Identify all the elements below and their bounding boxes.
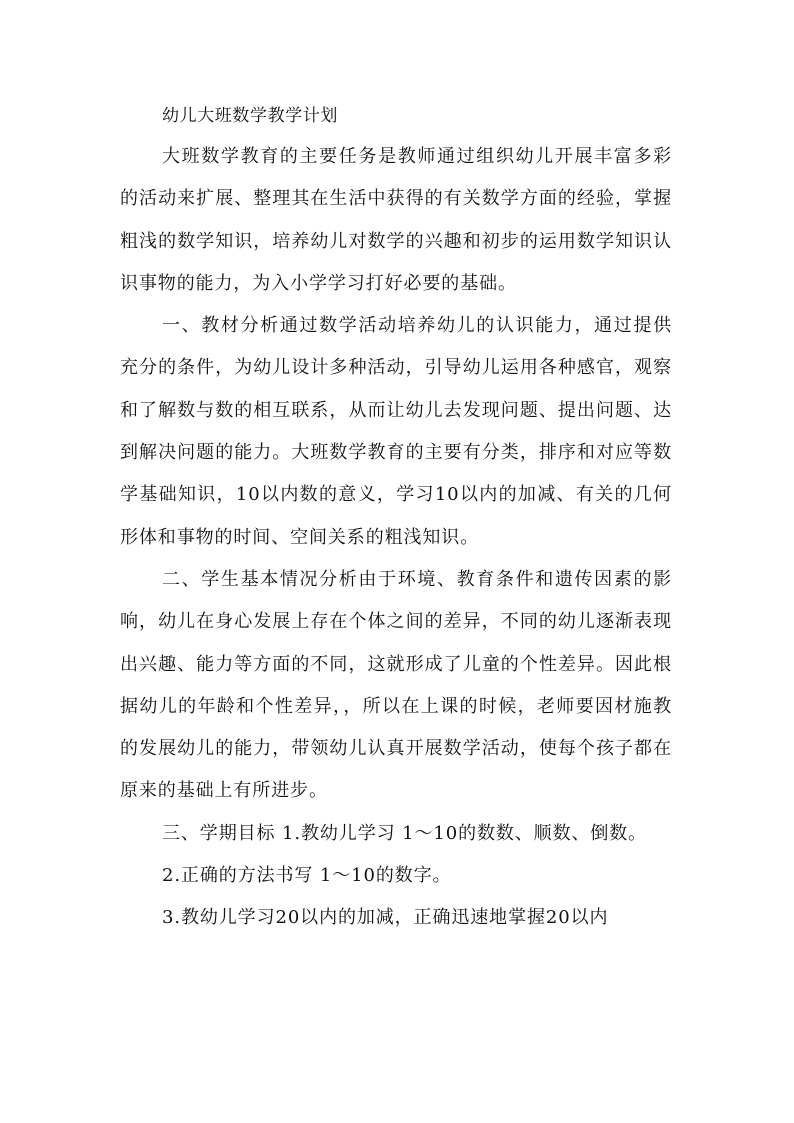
document-body bbox=[120, 96, 672, 940]
paragraph-goal-2: 2.正确的方法书写 1～10的数字。 bbox=[162, 865, 452, 887]
document-title: 幼儿大班数学教学计划 bbox=[162, 106, 338, 126]
paragraph-textbook-analysis: 一、教材分析通过数学活动培养幼儿的认识能力，通过提供充分的条件，为幼儿设计多种活动，引导幼儿运用各种感官，观察和了解数与数的相互联系，从而让幼儿去发现问题、提出问题、达到解决问题的能力。大班数学教育的主要有分类，排序和对应等数学基础知识，10以内数的意义，学习10以内的加减、有关的几何形体和事物的时间、空间关系的粗浅知识。 bbox=[120, 315, 672, 548]
paragraph-student-analysis: 二、学生基本情况分析由于环境、教育条件和遗传因素的影响，幼儿在身心发展上存在个体之间的差异，不同的幼儿逐渐表现出兴趣、能力等方面的不同，这就形成了儿童的个性差异。因此根据幼儿的年龄和个性差异，，所以在上课的时候，老师要因材施教的发展幼儿的能力，带领幼儿认真开展数学活动，使每个孩子都在原来的基础上有所进步。 bbox=[120, 568, 672, 802]
paragraph-intro: 大班数学教育的主要任务是教师通过组织幼儿开展丰富多彩的活动来扩展、整理其在生活中获得的有关数学方面的经验，掌握粗浅的数学知识，培养幼儿对数学的兴趣和初步的运用数学知识认识事物的能力，为入小学学习打好必要的基础。 bbox=[120, 146, 672, 294]
paragraph-goal-3: 3.教幼儿学习20以内的加减，正确迅速地掌握20以内 bbox=[162, 907, 609, 929]
paragraph-semester-goals: 三、学期目标 1.教幼儿学习 1～10的数数、顺数、倒数。 bbox=[162, 822, 648, 844]
